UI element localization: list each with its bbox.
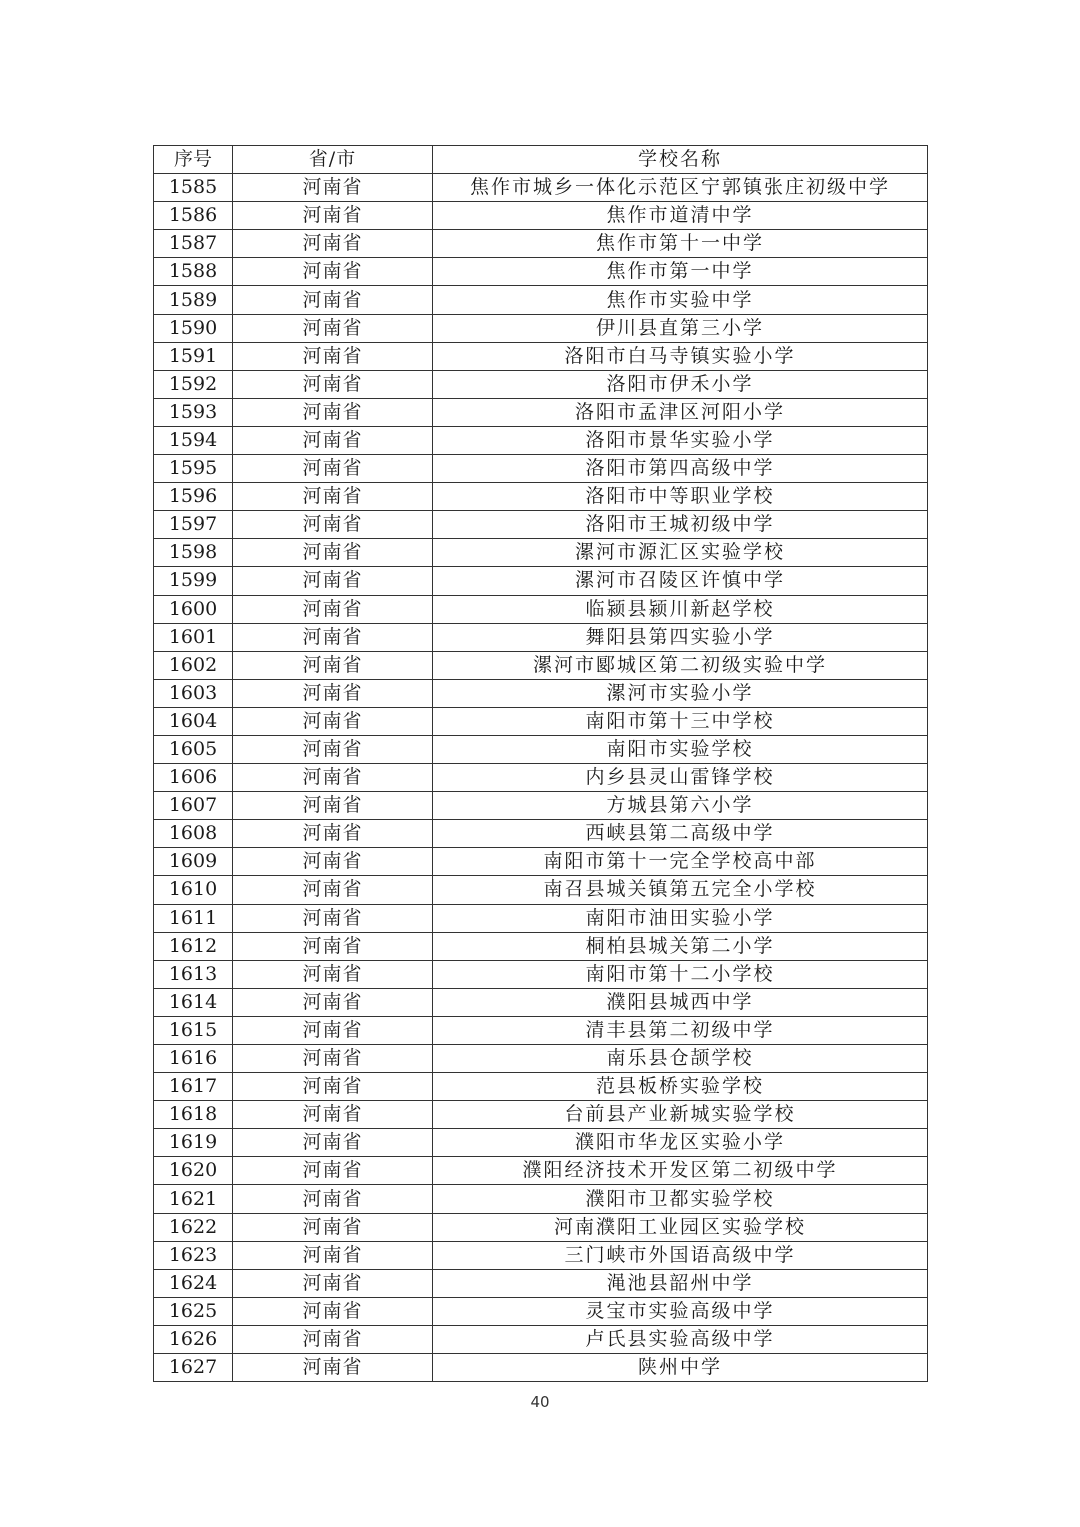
table-row [154, 651, 928, 679]
cell-province: 河南省 [233, 848, 433, 876]
table-row [154, 1354, 928, 1382]
cell-school-name: 洛阳市王城初级中学 [433, 511, 928, 539]
cell-seq: 1625 [154, 1297, 233, 1325]
cell-seq: 1615 [154, 1016, 233, 1044]
table-row [154, 960, 928, 988]
cell-seq: 1594 [154, 426, 233, 454]
cell-school-name: 渑池县韶州中学 [433, 1269, 928, 1297]
table-row [154, 174, 928, 202]
cell-seq: 1604 [154, 707, 233, 735]
cell-seq: 1619 [154, 1129, 233, 1157]
header-province: 省/市 [233, 146, 433, 174]
table-row [154, 567, 928, 595]
cell-school-name: 漯河市郾城区第二初级实验中学 [433, 651, 928, 679]
cell-seq: 1589 [154, 286, 233, 314]
table-row [154, 1269, 928, 1297]
cell-province: 河南省 [233, 792, 433, 820]
cell-school-name: 卢氏县实验高级中学 [433, 1325, 928, 1353]
cell-school-name: 临颍县颍川新赵学校 [433, 595, 928, 623]
table-row [154, 792, 928, 820]
table-row [154, 370, 928, 398]
cell-seq: 1585 [154, 174, 233, 202]
table-row [154, 679, 928, 707]
cell-province: 河南省 [233, 1325, 433, 1353]
cell-school-name: 南阳市第十一完全学校高中部 [433, 848, 928, 876]
cell-seq: 1626 [154, 1325, 233, 1353]
table-row [154, 876, 928, 904]
table-row [154, 988, 928, 1016]
table-row [154, 258, 928, 286]
cell-seq: 1617 [154, 1073, 233, 1101]
cell-seq: 1588 [154, 258, 233, 286]
header-seq: 序号 [154, 146, 233, 174]
cell-province: 河南省 [233, 567, 433, 595]
cell-province: 河南省 [233, 1101, 433, 1129]
cell-seq: 1586 [154, 202, 233, 230]
table-row [154, 342, 928, 370]
cell-school-name: 濮阳市卫都实验学校 [433, 1185, 928, 1213]
cell-school-name: 漯河市实验小学 [433, 679, 928, 707]
school-list-table [153, 145, 928, 1382]
table-row [154, 511, 928, 539]
cell-school-name: 焦作市道清中学 [433, 202, 928, 230]
table-header-row [154, 146, 928, 174]
cell-province: 河南省 [233, 483, 433, 511]
cell-province: 河南省 [233, 1016, 433, 1044]
cell-province: 河南省 [233, 455, 433, 483]
cell-province: 河南省 [233, 342, 433, 370]
cell-province: 河南省 [233, 876, 433, 904]
table-row [154, 483, 928, 511]
cell-seq: 1621 [154, 1185, 233, 1213]
cell-province: 河南省 [233, 1129, 433, 1157]
table-row [154, 230, 928, 258]
cell-seq: 1606 [154, 764, 233, 792]
cell-province: 河南省 [233, 1297, 433, 1325]
cell-seq: 1599 [154, 567, 233, 595]
cell-province: 河南省 [233, 258, 433, 286]
table-row [154, 539, 928, 567]
cell-seq: 1608 [154, 820, 233, 848]
cell-school-name: 焦作市第一中学 [433, 258, 928, 286]
cell-seq: 1627 [154, 1354, 233, 1382]
cell-seq: 1590 [154, 314, 233, 342]
cell-seq: 1605 [154, 735, 233, 763]
table-row [154, 1213, 928, 1241]
table-row [154, 735, 928, 763]
cell-school-name: 焦作市城乡一体化示范区宁郭镇张庄初级中学 [433, 174, 928, 202]
cell-seq: 1614 [154, 988, 233, 1016]
cell-school-name: 方城县第六小学 [433, 792, 928, 820]
cell-seq: 1610 [154, 876, 233, 904]
table-row [154, 1073, 928, 1101]
cell-seq: 1622 [154, 1213, 233, 1241]
cell-province: 河南省 [233, 511, 433, 539]
cell-seq: 1612 [154, 932, 233, 960]
cell-school-name: 内乡县灵山雷锋学校 [433, 764, 928, 792]
cell-province: 河南省 [233, 539, 433, 567]
cell-school-name: 漯河市召陵区许慎中学 [433, 567, 928, 595]
cell-province: 河南省 [233, 230, 433, 258]
cell-province: 河南省 [233, 932, 433, 960]
cell-province: 河南省 [233, 1157, 433, 1185]
cell-school-name: 漯河市源汇区实验学校 [433, 539, 928, 567]
cell-school-name: 陕州中学 [433, 1354, 928, 1382]
table-row [154, 707, 928, 735]
cell-school-name: 濮阳市华龙区实验小学 [433, 1129, 928, 1157]
cell-school-name: 洛阳市白马寺镇实验小学 [433, 342, 928, 370]
table-row [154, 764, 928, 792]
table-row [154, 595, 928, 623]
table-row [154, 1157, 928, 1185]
cell-province: 河南省 [233, 1185, 433, 1213]
cell-seq: 1591 [154, 342, 233, 370]
cell-province: 河南省 [233, 735, 433, 763]
cell-school-name: 台前县产业新城实验学校 [433, 1101, 928, 1129]
cell-seq: 1602 [154, 651, 233, 679]
cell-school-name: 灵宝市实验高级中学 [433, 1297, 928, 1325]
cell-province: 河南省 [233, 1269, 433, 1297]
cell-school-name: 洛阳市伊禾小学 [433, 370, 928, 398]
table-row [154, 1185, 928, 1213]
cell-seq: 1618 [154, 1101, 233, 1129]
page-number: 40 [530, 1393, 550, 1411]
cell-seq: 1601 [154, 623, 233, 651]
cell-province: 河南省 [233, 707, 433, 735]
cell-school-name: 范县板桥实验学校 [433, 1073, 928, 1101]
table-body [154, 174, 928, 1382]
cell-seq: 1616 [154, 1045, 233, 1073]
table-row [154, 848, 928, 876]
cell-seq: 1600 [154, 595, 233, 623]
table-row [154, 1241, 928, 1269]
table-row [154, 1297, 928, 1325]
cell-province: 河南省 [233, 286, 433, 314]
cell-province: 河南省 [233, 370, 433, 398]
header-school-name: 学校名称 [433, 146, 928, 174]
table-row [154, 1325, 928, 1353]
cell-seq: 1593 [154, 398, 233, 426]
cell-province: 河南省 [233, 174, 433, 202]
table-row [154, 455, 928, 483]
cell-province: 河南省 [233, 314, 433, 342]
cell-school-name: 舞阳县第四实验小学 [433, 623, 928, 651]
cell-province: 河南省 [233, 651, 433, 679]
cell-province: 河南省 [233, 960, 433, 988]
cell-province: 河南省 [233, 1073, 433, 1101]
cell-school-name: 南阳市实验学校 [433, 735, 928, 763]
cell-seq: 1609 [154, 848, 233, 876]
table-row [154, 1016, 928, 1044]
cell-school-name: 南召县城关镇第五完全小学校 [433, 876, 928, 904]
table-row [154, 426, 928, 454]
cell-province: 河南省 [233, 426, 433, 454]
table-row [154, 820, 928, 848]
cell-school-name: 三门峡市外国语高级中学 [433, 1241, 928, 1269]
cell-school-name: 洛阳市景华实验小学 [433, 426, 928, 454]
cell-seq: 1607 [154, 792, 233, 820]
cell-province: 河南省 [233, 764, 433, 792]
cell-seq: 1620 [154, 1157, 233, 1185]
cell-school-name: 桐柏县城关第二小学 [433, 932, 928, 960]
cell-province: 河南省 [233, 1045, 433, 1073]
cell-province: 河南省 [233, 1354, 433, 1382]
cell-school-name: 濮阳县城西中学 [433, 988, 928, 1016]
cell-school-name: 伊川县直第三小学 [433, 314, 928, 342]
cell-school-name: 河南濮阳工业园区实验学校 [433, 1213, 928, 1241]
cell-school-name: 洛阳市第四高级中学 [433, 455, 928, 483]
cell-school-name: 洛阳市中等职业学校 [433, 483, 928, 511]
cell-school-name: 清丰县第二初级中学 [433, 1016, 928, 1044]
cell-seq: 1603 [154, 679, 233, 707]
cell-province: 河南省 [233, 679, 433, 707]
table-row [154, 1101, 928, 1129]
cell-school-name: 洛阳市孟津区河阳小学 [433, 398, 928, 426]
table-row [154, 1045, 928, 1073]
cell-school-name: 濮阳经济技术开发区第二初级中学 [433, 1157, 928, 1185]
cell-school-name: 南阳市第十三中学校 [433, 707, 928, 735]
cell-province: 河南省 [233, 398, 433, 426]
cell-province: 河南省 [233, 202, 433, 230]
table-row [154, 202, 928, 230]
table-row [154, 1129, 928, 1157]
table-row [154, 623, 928, 651]
cell-province: 河南省 [233, 820, 433, 848]
table-row [154, 314, 928, 342]
cell-seq: 1613 [154, 960, 233, 988]
cell-province: 河南省 [233, 988, 433, 1016]
cell-seq: 1595 [154, 455, 233, 483]
cell-seq: 1623 [154, 1241, 233, 1269]
cell-school-name: 焦作市实验中学 [433, 286, 928, 314]
cell-school-name: 焦作市第十一中学 [433, 230, 928, 258]
cell-seq: 1592 [154, 370, 233, 398]
cell-seq: 1597 [154, 511, 233, 539]
cell-seq: 1587 [154, 230, 233, 258]
table-row [154, 286, 928, 314]
cell-seq: 1598 [154, 539, 233, 567]
cell-seq: 1596 [154, 483, 233, 511]
cell-province: 河南省 [233, 623, 433, 651]
cell-school-name: 南乐县仓颉学校 [433, 1045, 928, 1073]
table-row [154, 904, 928, 932]
cell-school-name: 西峡县第二高级中学 [433, 820, 928, 848]
cell-province: 河南省 [233, 904, 433, 932]
cell-province: 河南省 [233, 1213, 433, 1241]
cell-school-name: 南阳市第十二小学校 [433, 960, 928, 988]
cell-province: 河南省 [233, 595, 433, 623]
table-row [154, 932, 928, 960]
cell-province: 河南省 [233, 1241, 433, 1269]
cell-seq: 1624 [154, 1269, 233, 1297]
table-row [154, 398, 928, 426]
cell-school-name: 南阳市油田实验小学 [433, 904, 928, 932]
cell-seq: 1611 [154, 904, 233, 932]
